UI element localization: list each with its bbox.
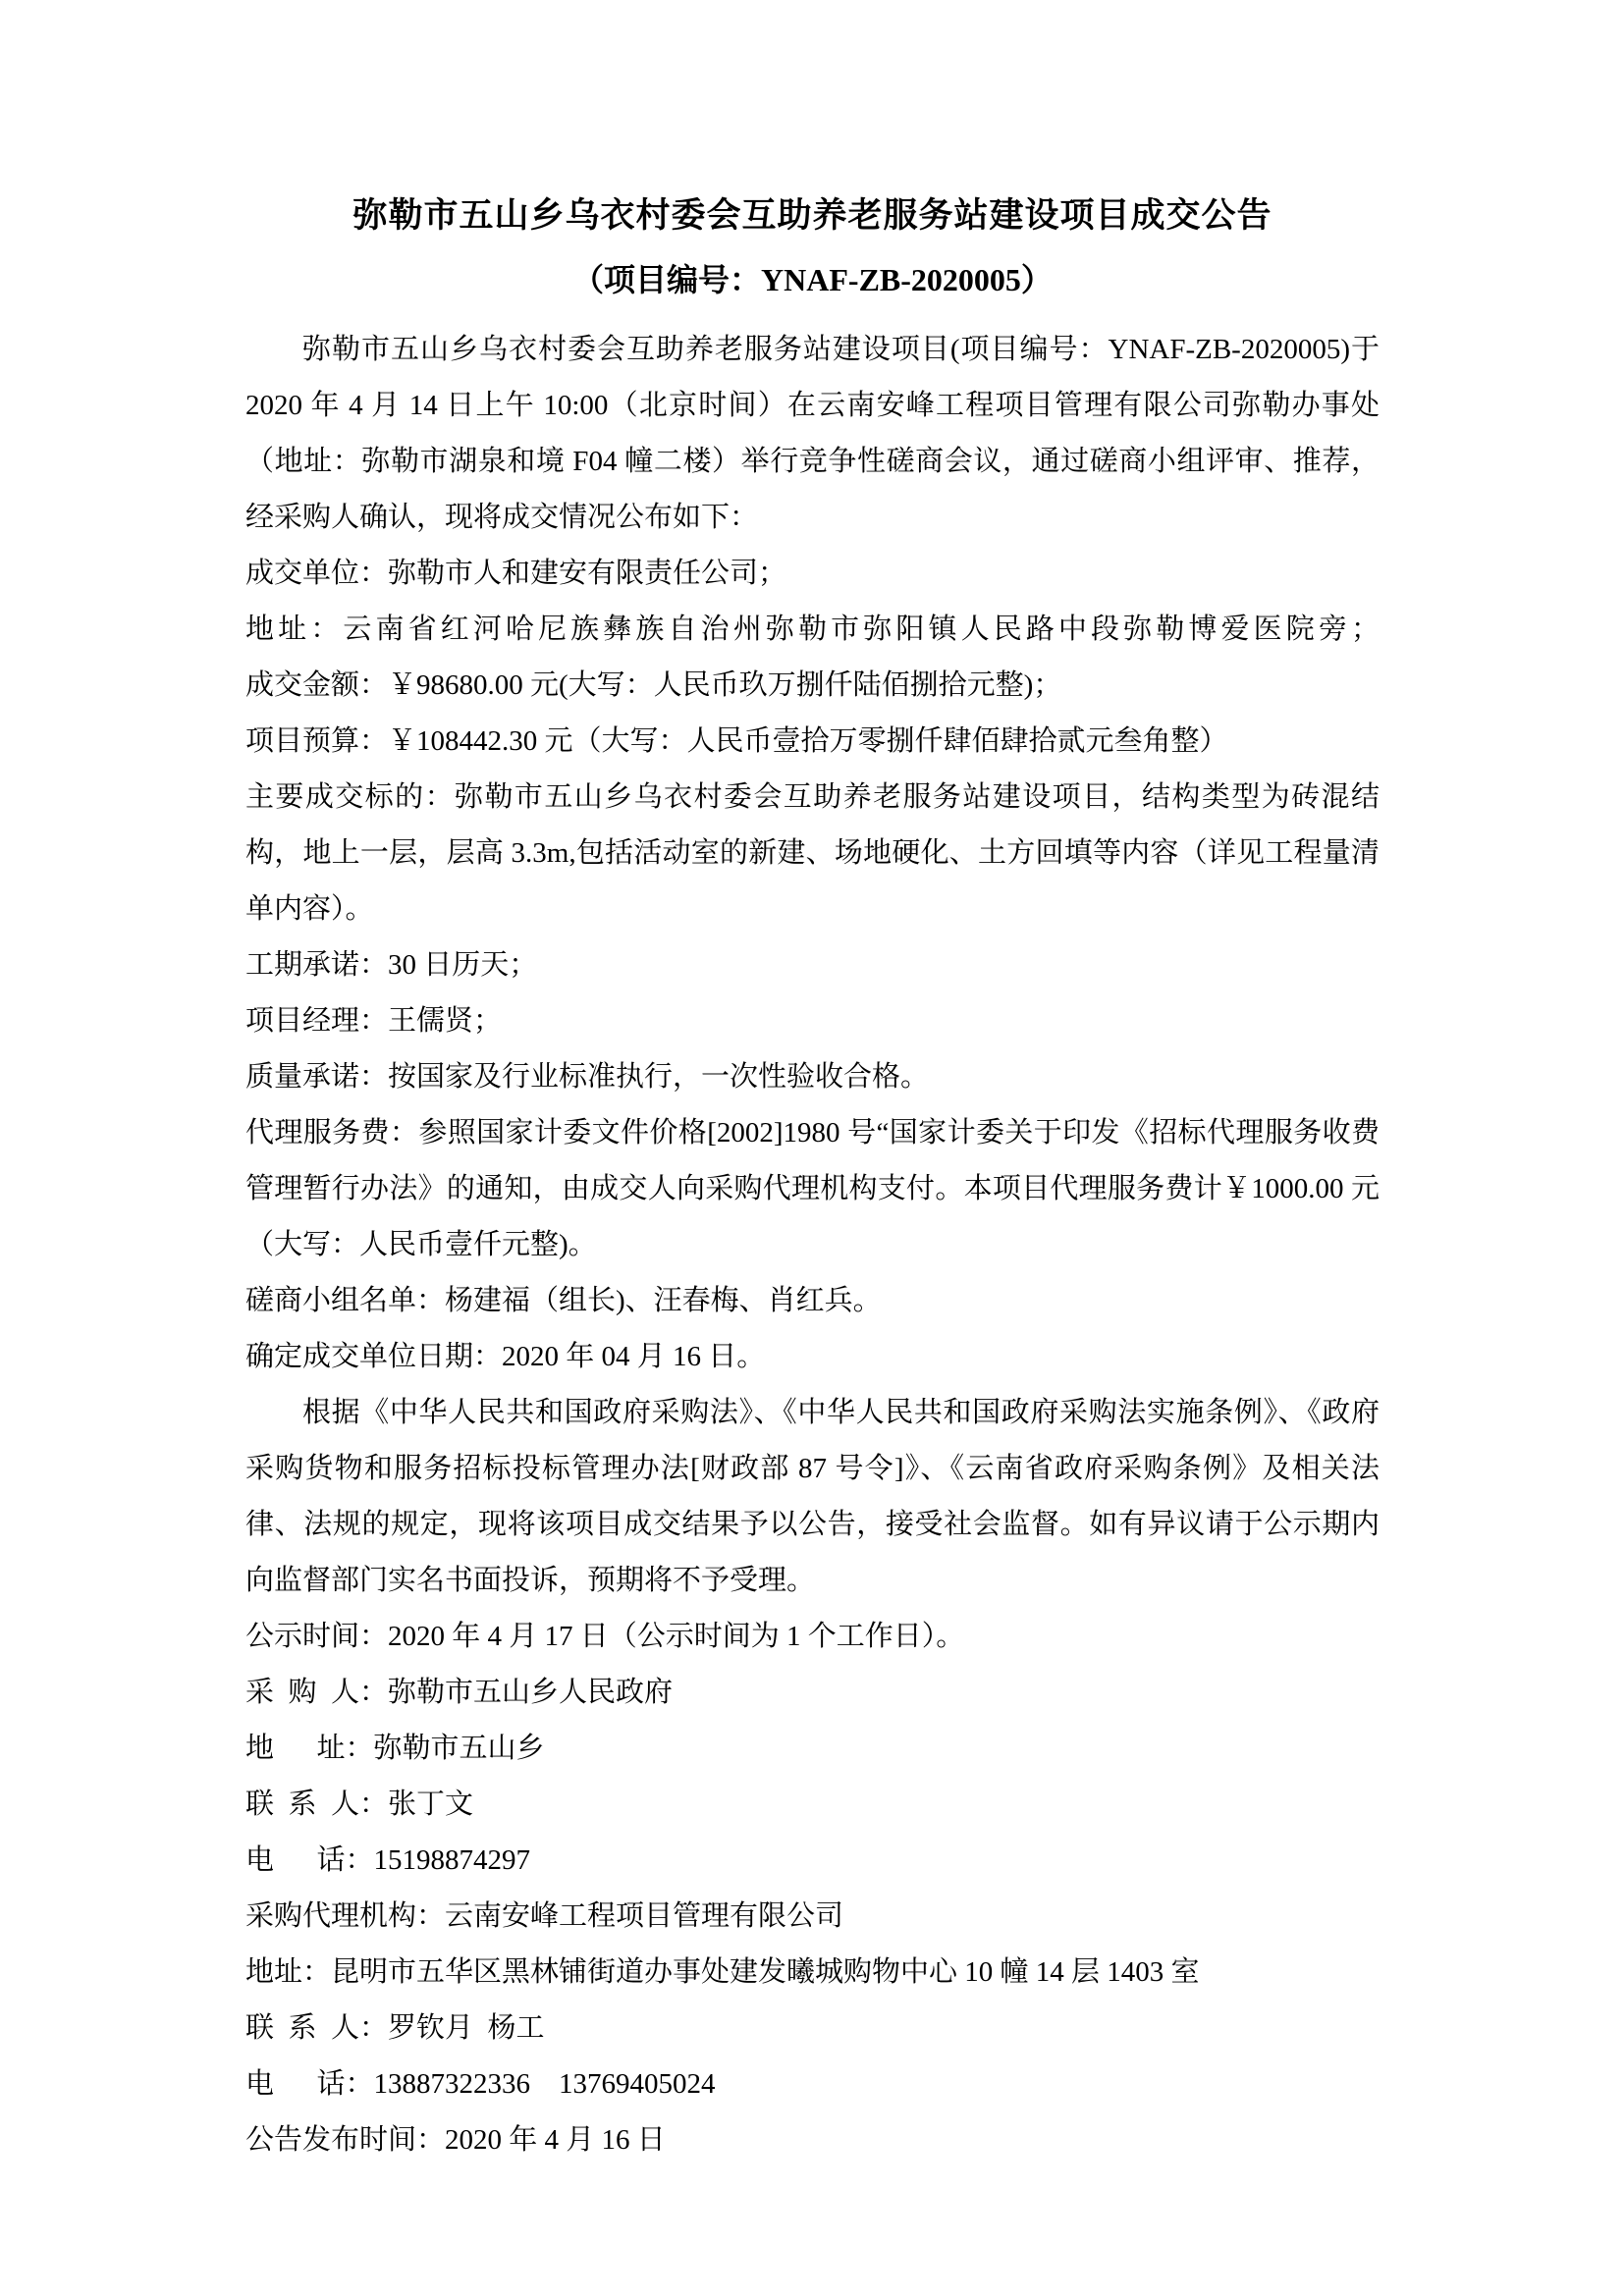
- paragraph: 代理服务费：参照国家计委文件价格[2002]1980 号“国家计委关于印发《招标代理服务收费管理暂行办法》的通知，由成交人向采购代理机构支付。本项目代理服务费计￥1000.00 元（大写：人民币壹仟元整)。: [245, 1117, 1380, 1260]
- paragraph: 项目经理：王儒贤；: [245, 1005, 503, 1037]
- paragraph: 成交金额：￥98680.00 元(大写：人民币玖万捌仟陆佰捌拾元整)；: [245, 669, 1062, 701]
- document-body: [245, 322, 1387, 2168]
- paragraph: 公告发布时间：2020 年 4 月 16 日: [245, 2124, 666, 2156]
- paragraph: 弥勒市五山乡乌衣村委会互助养老服务站建设项目(项目编号：YNAF-ZB-2020005)于 2020 年 4 月 14 日上午 10:00（北京时间）在云南安峰工程项目管理有限公司弥勒办事处（地址：弥勒市湖泉和境 F04 幢二楼）举行竞争性磋商会议，通过磋商小组评审、推荐，经采购人确认，现将成交情况公布如下：: [245, 334, 1387, 533]
- paragraph: 采 购 人：弥勒市五山乡人民政府: [245, 1677, 674, 1708]
- paragraph: 地址：云南省红河哈尼族彝族自治州弥勒市弥阳镇人民路中段弥勒博爱医院旁；: [245, 614, 1380, 645]
- paragraph: 联 系 人：罗钦月 杨工: [245, 2012, 545, 2044]
- paragraph: 质量承诺：按国家及行业标准执行，一次性验收合格。: [245, 1061, 930, 1093]
- document-title: 弥勒市五山乡乌衣村委会互助养老服务站建设项目成交公告: [352, 196, 1272, 235]
- paragraph: 根据《中华人民共和国政府采购法》、《中华人民共和国政府采购法实施条例》、《政府采购货物和服务招标投标管理办法[财政部 87 号令]》、《云南省政府采购条例》及相关法律、法规的规定，现将该项目成交结果予以公告，接受社会监督。如有异议请于公示期内向监督部门实名书面投诉，预期将不予受理。: [245, 1397, 1380, 1596]
- paragraph: 成交单位：弥勒市人和建安有限责任公司；: [245, 558, 787, 589]
- paragraph: 地 址：弥勒市五山乡: [245, 1733, 545, 1764]
- paragraph: 地址：昆明市五华区黑林铺街道办事处建发曦城购物中心 10 幢 14 层 1403 室: [245, 1956, 1200, 1988]
- paragraph: 磋商小组名单：杨建福（组长)、汪春梅、肖红兵。: [245, 1285, 882, 1316]
- paragraph: 联 系 人：张丁文: [245, 1789, 474, 1820]
- document-subtitle: （项目编号：YNAF-ZB-2020005）: [572, 262, 1053, 297]
- paragraph: 电 话：15198874297: [245, 1844, 531, 1876]
- paragraph: 项目预算：￥108442.30 元（大写：人民币壹拾万零捌仟肆佰肆拾贰元叁角整）: [245, 725, 1228, 757]
- paragraph: 确定成交单位日期：2020 年 04 月 16 日。: [245, 1341, 766, 1372]
- paragraph: 公示时间：2020 年 4 月 17 日（公示时间为 1 个工作日）。: [245, 1621, 965, 1652]
- paragraph: 工期承诺：30 日历天；: [245, 949, 538, 981]
- paragraph: 电 话：13887322336 13769405024: [245, 2068, 716, 2100]
- paragraph: 采购代理机构：云南安峰工程项目管理有限公司: [245, 1900, 844, 1932]
- paragraph: 主要成交标的：弥勒市五山乡乌衣村委会互助养老服务站建设项目，结构类型为砖混结构，地上一层，层高 3.3m,包括活动室的新建、场地硬化、土方回填等内容（详见工程量清单内容）。: [245, 781, 1380, 925]
